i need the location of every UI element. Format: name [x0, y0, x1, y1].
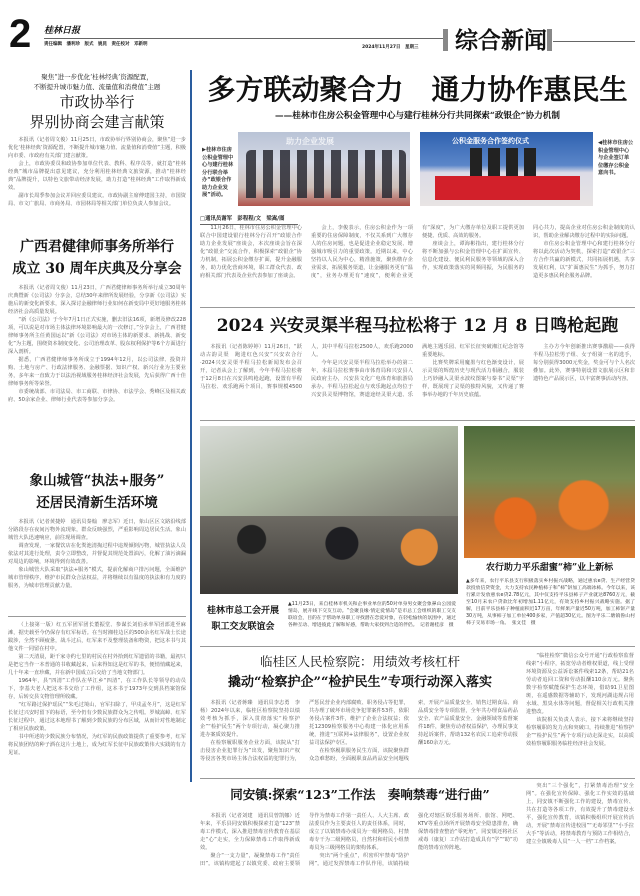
kicker-line-2: 不断提升城市魅力值、流量值和消费值”主题: [33, 83, 161, 91]
paragraph: 突出“两个重点”，织密织牢禁毒“防护网”。通过发挥禁毒工作队作用，该镇持续强化对辖区娱乐服务场所、旅馆、网吧、KTV等重点场所开展禁毒安全隐患排查，确保禁毒排查整治“零死角”，同安镇还将社区戒毒（康复）工作站打造成具有“学”“助”功能的禁毒宣传阵地。: [309, 813, 518, 867]
paragraph: 会上，李俊表示，住房公积金作为一项重要的住房保障制度，不仅关系到广大缴存人的住房问题，也是促进企业稳定发展、增强城市吸引力的重要政策。近期以来，中心坚持以人民为中心，精准施策，聚焦缴存企业需求，拓展服务渠道，让金融服务更有“温度”，业务办理更有“速度”，便利企业更有“深度”，为广大缴存单位及职工提供更加便捷、优质、高效的服务。: [311, 225, 524, 279]
paragraph: 象山城管大队采取“执法+服务”模式，提前化解商户排污问题，全面维护城市管理秩序，维护市民群众合法权益，并将继续以有温度的执法和有力度的服务，为城市管理贡献力量。: [8, 567, 186, 589]
red-table: [435, 176, 580, 200]
paragraph: 书中所述的少数民族分布情况，为红军的民族政策提供了重要参考，红军将民族团结的种子洒在这片土地上，成为红军长征中民族政策伟大实践的有力见证。: [8, 734, 186, 756]
procur-body: [200, 699, 518, 773]
procur-headline-line-1: 临桂区人民检察院：用绩效考核杠杆: [259, 654, 460, 669]
paragraph: “新《公司法》于今年7月1日正式实施，删去旧法16项，新增及修改228项，可以说是对市场主体法律环境影响最大的一次修订。”分享会上，广西君健律师事务所主任黄国运以“新《公司法》对市场主体的新要求、新挑战、新变化”为主题，围绕资本制度变化、公司治理改革、股东权利保护等6个方面进行深入剖析。: [8, 317, 186, 355]
marathon-headline: 2024 兴安灵渠半程马拉松将于 12 月 8 日鸣枪起跑: [216, 316, 619, 336]
section-title: 综合新闻: [455, 27, 547, 54]
issue-date: 2024年11月27日 星期三: [362, 45, 419, 50]
headline-line-1: 广西君健律师事务所举行: [20, 239, 174, 255]
photo-banner-text: 公积金服务合作签约仪式: [452, 137, 529, 145]
lead-byline: □通讯员谢军 彭程程/文 梁嵩/图: [200, 214, 298, 225]
paragraph: 本报讯（记者蒋臻 通讯员李志勇 李杨）2024年以来，临桂区检察院坚持以绩效考核为抓手，深入贯彻落实“检察护企”“检护民生”两个专项行动，凝心聚力推进办案质效提升。: [200, 700, 300, 738]
headline-line-2: 界别协商会建言献策: [29, 113, 165, 131]
paragraph: 主办方今年创新推出赛事激励——获得半程马拉松男子组、女子组第一名的选手，每分别获得3000元奖金，奖金可与个人名次叠加。此外，赛事特别设置文旅展示区和非遗特色产品展示区，以丰富赛事活动内容。: [533, 344, 635, 382]
lead-headline: 多方联动聚合力 通力协作惠民生: [207, 73, 628, 106]
section-bar-right: [547, 29, 552, 51]
headline-line-2: 还居民清新生活环境: [36, 495, 158, 511]
paragraph: 11月26日，桂林市住房公积金管理中心联合中国建设银行桂林分行召开“政银合作 助力企业发展”座谈会，本次座谈会旨在深化“政银企”交流合作，积极探索“政银企”协力机制，拓展公积金缴存扩面，提升金融服务，助力优化营商环境，职工群众代表、政府相关部门代表及企业代表参加了座谈会。: [200, 225, 308, 279]
paragraph: 本报讯（记者陈婷婷）11月26日，“跃动古韵灵渠 跑进红色兴安”兴安农合行·2024兴安灵渠半程马拉松新闻发布会召开，记者从会上了解到，今年半程马拉松将于12月8日在兴安县鸣枪起跑，设置有半程马拉松、欢乐跑两个项目，赛事规模4500人，其中半程马拉松2500人，欢乐跑2000人。: [200, 344, 413, 390]
photo-persimmon-market: [464, 426, 635, 558]
article-cppcc: [8, 72, 186, 218]
article-city-management: [8, 470, 186, 614]
caption-text: ▲11月23日，来自桂林市机关和企事业单位的50对单身男女聚会象鼻山公园爱情岛，展开线下交友互动。“会聚良缘·情定爱情岛”是市总工会组织的职工交友联谊会，目的在于帮助单身职工寻找潜在恋爱对象，在轻松愉快的氛围中，通过各种互动、增进彼此了解和好感，帮助大家找到合适的伴侣。: [288, 602, 456, 628]
paragraph: 调查发现，一家餐饮店在化粪池清掏过程中违规倾倒污物，城管执法人员依法对其进行处理，责令立即整改，并督促其规范处置油污，化解了油污滴漏对周边的影响，环境得到有效改善。: [8, 543, 186, 565]
paragraph: 市住房公积金管理中心和建行桂林分行将以此次活动为契机，探索打造“政银企”三方合作共赢的新模式，共同拓展机遇，共享发展红利，以“扩面惠民生”为抓手，努力打造更多惠民利企服务品牌。: [533, 241, 635, 279]
article-body: [8, 284, 186, 484]
section-rule: [553, 41, 635, 42]
persimmon-caption: [466, 578, 635, 627]
caption-text: ▲多年来，农行平乐县支行积极落实乡村振兴战略，通过惠农e贷、生产经营贷款投放信贷资金，大力支持农民种植柿子和“柿”饼加工高端冰柿。今年以来，该行累计发放惠农e贷2.78亿元，其中仅支持平乐县柿子产业就达8760万元，截至10月末农户贷款比年初增加1.11亿元，有效支持乡村振兴战略实施。据了解，目前平乐县柿子种植面积近17万亩，年鲜果产量近50万吨，加工柿饼产量30万吨，从事柿子加工单位400多家，产值超30亿元。图为平乐二塘镇鲁山村柿子交易市场一角。: [466, 579, 635, 626]
paragraph: 在检察履职服务民生方面，该院聚焦群众急难愁盼，全面履职食品药品安全问题线索，开展产品质量安全、销售过期食品、商品质安全等专项监督，全年共办理食品药品安全、农产品质量安全、金融领域等监督案件18件，聚焦劳动者权益保护，办理民事支持起诉案件，帮助132名农民工追索劳动报酬160余万元。: [309, 700, 518, 762]
staff-credits: 责任编辑 潘利珍 版式 姚昆 责任校对 邓新明: [44, 42, 148, 47]
photo-meeting-group: [238, 132, 410, 206]
workers-caption: [288, 601, 456, 629]
paragraph: 本报讯（记者周文俊）11月25日，市政协举行界别协商会，聚焦“进一步优化‘桂林经典’资源配置，不断提升城市魅力值、流量值和消费值”主题，积极向市委、市政府有关部门建言献策。: [8, 137, 186, 159]
procur-headline-line-2: 撬动“检察护企”“检护民生”专项行动深入落实: [228, 675, 492, 690]
paragraph: 副市长周季参加会议并回应委员建议。市政协副主席傅建国主持，市国资局、市文广旅局、市商务局、市园林局等相关部门单位负责人参加会议。: [8, 193, 186, 207]
paragraph: 本报讯（记者黄捷婷 通讯员秦翰 廖志军）近日，象山区区文路沿线部分路段存在夜间污物外流现象，群众反映强烈，严重影响周边居民生活。象山城管大队迅速响应，前往现场调查。: [8, 519, 186, 541]
article-law-firm: [8, 236, 186, 484]
photo-credit: 张文佳 摄: [511, 621, 536, 626]
paragraph: 突出“三个强化”，打紧禁毒治理“安全网”。在强化宣传保障、强化工作实效的基础上，同安镇不断强化工作的建设，禁毒宣传、共在打造等各项工作，有效提升了禁毒建设水平，强化宣传教育，该镇积极组织开展宣传活动，开展“禁毒宣传进校园”“无毒邻里”“小手拉大手”等活动，将禁毒教育与预防工作相结合，建立全镇吸毒人员“一人一档”工作档案。: [526, 783, 634, 845]
tongan-headline: 同安镇:探索“123”工作法 奏响禁毒“进行曲”: [230, 787, 490, 802]
paragraph: 据悉，广西君健律师事务所成立于1994年12月，以公司法律、投资并购、土地与房产、行政法律服务、金融票据、知识产权、新兴行业为主要业务，多年来一直致力于以法治视域服务桂林经济社会发展，先后获得广西十佳律师事务所等荣誉。: [8, 357, 186, 387]
photo-credit: 记者谢桂彦 摄: [419, 623, 454, 628]
headline-line-1: 市政协举行: [59, 93, 135, 111]
paragraph: “红军路过保护瑶民”“朱毛过境山，官军扫除了，甲戌孟冬月”，这是红军长征过兴安时留下的标语，至今仍有少数民族群众为之传唱。罗城嵩嶂、红军长征过程中，通过这本地理书了解到少数民族的分布区域，从而针对性地制定了相应民族政策。: [8, 702, 186, 732]
paragraph: 市委统战部、市司法局、市工商联、市律协、市法学会、秀峰区及相关政府、50余家企业、律师行业代表等参加分享会。: [8, 389, 186, 403]
paragraph: 座谈会上，谭海彬指出，建行桂林分行将不断加强与公积金管理中心在扩面宣传、信息化建设、便民利民服务等领域的深入合作，实现政策落实的同频同振，为民服务的同心共力，提高企业对住房公积金制度的认识，帮助企业解决缴存过程中的实际问题。: [422, 225, 635, 271]
procur-side-column: [526, 652, 634, 776]
photo-workers-social: [200, 426, 458, 594]
divider: [200, 420, 635, 421]
article-continued-from-front: [8, 621, 186, 883]
divider: [200, 307, 635, 308]
left-column-divider: [190, 70, 192, 782]
paragraph: 会上，市政协委员和政协参加单位代表、教科、程序员等，就打造“桂林经典”城市品牌提出意见建议，充分利用桂林经典文旅资源，推动“桂林经典”品牌提升，以特色文旅带动经济发展，助力打造“桂林经典”工作取得新成效。: [8, 161, 186, 191]
divider: [8, 616, 186, 617]
people-figures: [246, 150, 406, 198]
lead-subtitle: ——桂林市住房公积金管理中心与建行桂林分行共同探索“政银企”协力机制: [275, 111, 560, 121]
photo-caption-right: ◀桂林市住房公积金管理中心与企业签订单位缴存公积金意向书。: [598, 140, 634, 176]
page-number: 2: [9, 12, 32, 56]
section-bar-left: [443, 29, 448, 51]
paragraph: “临桂检察”微信公众号开通“行政检察监督线索”小程序，拓宽劳动者维权渠道，线上受理环境资源及公益诉讼案件线索12条，帮助21名劳动者追回工资和劳动报酬110余万元。聚焦数字检察赋能保护生态环境，借助91卫星图斑，在遥感数据等辅助下，发现河湖违规占用水域、黑臭水体等问题，督促相关行政机关推进整改。: [526, 653, 634, 715]
paragraph: 本报讯（记者刘建 通讯员曾凯娜）近年来，平乐县同安镇积极探索打造“123”禁毒工作模式，深入推进禁毒宣传教育在基层走“心”走实，全力保障禁毒工作取得新成效。: [200, 813, 300, 851]
workers-headline-line-2: 职工交友联谊会: [211, 622, 275, 632]
divider: [200, 778, 635, 779]
headline-line-2: 成立 30 周年庆典及分享会: [12, 261, 182, 277]
headline-line-1: 象山城管“执法+服务”: [29, 473, 165, 489]
article-body: [8, 518, 186, 614]
marathon-body: [200, 343, 635, 409]
paragraph: （上接第一版）红五军团军团长董振堂、参谋长刘伯承率军团部进至麻滩，据史载至今仍保存有红军标语。在当时湘桂边区的500余名红军战士长途跋涉，全然不顾疲惫，战斗过后，红军来不及整理装备和物资，把这本书与其他文件一同留在村中。: [8, 622, 186, 652]
tongan-side-column: [526, 782, 634, 884]
paragraph: 第二天清晨，距千家寺约七里的村民在村外拾到红军遗留的书籍，最初只是把它当作一本普通的书收藏起来，后来得知这是红军的书，便悄悄藏起来，几十年来一直珍藏，并在新中国成立后交给了当地文物部门。: [8, 654, 186, 676]
photo-signing-ceremony: [420, 132, 593, 206]
tongan-body: [200, 812, 518, 884]
paragraph: 1964年，县“四清”工作队在华江乡“四清”，在工作队长等领导的动员下，李基夫老人把这本书交给了工作组，这本书于1973年交到县档案馆保存，后转交县文物管理所收藏。: [8, 678, 186, 700]
people-figures: [470, 148, 536, 176]
kicker-line-1: 聚焦“进一步优化‘桂林经典’资源配置，: [41, 73, 153, 81]
paragraph: 该院相关负责人表示，接下来将继续坚持检察履职的发力点和突破口，持续推进“检察护企”“检护民生”两个专项行动走深走实，以高质效检察履职服务临桂经济社会发展。: [526, 717, 634, 747]
paragraph: 聚合“一支力量”，凝聚禁毒工作“责任田”。该镇构建起了以镇党委、政府主要领导作为禁毒工作第一责任人、人大主席、政法委员作为主要责任人的责任体系，同时，成立了以镇禁毒办成员为一级网格员、村禁毒专干为二级网格员，自然村和村民小组禁毒员为三级网格员的架构体系。: [200, 813, 409, 867]
crowd-figures: [200, 516, 458, 594]
article-body: [8, 136, 186, 218]
photo-banner-text: 助力企业发展: [286, 137, 334, 146]
workers-headline-line-1: 桂林市总工会开展: [206, 606, 279, 616]
photo-caption-left: ▶桂林市住房公积金管理中心与建行桂林分行联合举办“政银合作 助力企业发展”活动。: [202, 147, 237, 198]
lead-body: [200, 224, 635, 296]
paragraph: 在检察履职服务企业方面，该院从“打击侵害企业犯罪行为”出发，聚焦知识产权等侵害各类市场主体合法权益的犯罪行为，严惩民营企业内部腐败、职务侵占等犯罪，共办理了破坏市场竞争犯罪案件53件，依职务侵占案件3件，维护了企业合法权益；依托12309检察服务中心构建一体化应用系统，推进“互联网+法律服务”，设置企业权益司法保护专区。: [200, 700, 409, 762]
persimmon-headline: 农行助力平乐甜蜜“柿”业上新标: [485, 563, 614, 573]
divider: [200, 646, 635, 647]
paper-name-logo: 桂林日报: [44, 26, 81, 36]
paragraph: 本报讯（记者周文俊）11月23日，广西君健律师事务所举行成立30周年庆典暨新《公司法》分享会，总结30年来律所发展经验，分享新《公司法》实施后的新变化新要求，深入探讨金融律师行业如何在新变局中更好地服务桂林经济社会高质量发展。: [8, 285, 186, 315]
paragraph: 今年是兴安灵渠半程马拉松举办的第二年，本届马拉松赛事由市体育局和兴安县人民政府主办，兴安县文化广电体育和旅游局承办。半程马拉松起点与欢乐跑起点均位于兴安县灵渠博物馆，赛道途经灵渠大道、乐满地主题乐园、红军长征突破湘江纪念馆等重要地标。: [311, 344, 524, 398]
masthead-rule: [44, 38, 444, 39]
paragraph: 比赛奖牌采用魔墨与红色渐变设计，展示灵渠的辉煌历史与现代活力相融合，服装上巧妙融入灵渠水波纹图案与秦书“灵渠”字样，既展现了灵渠的独特风貌，又传递了赛事举办地的千年历史底蕴。: [422, 360, 524, 398]
